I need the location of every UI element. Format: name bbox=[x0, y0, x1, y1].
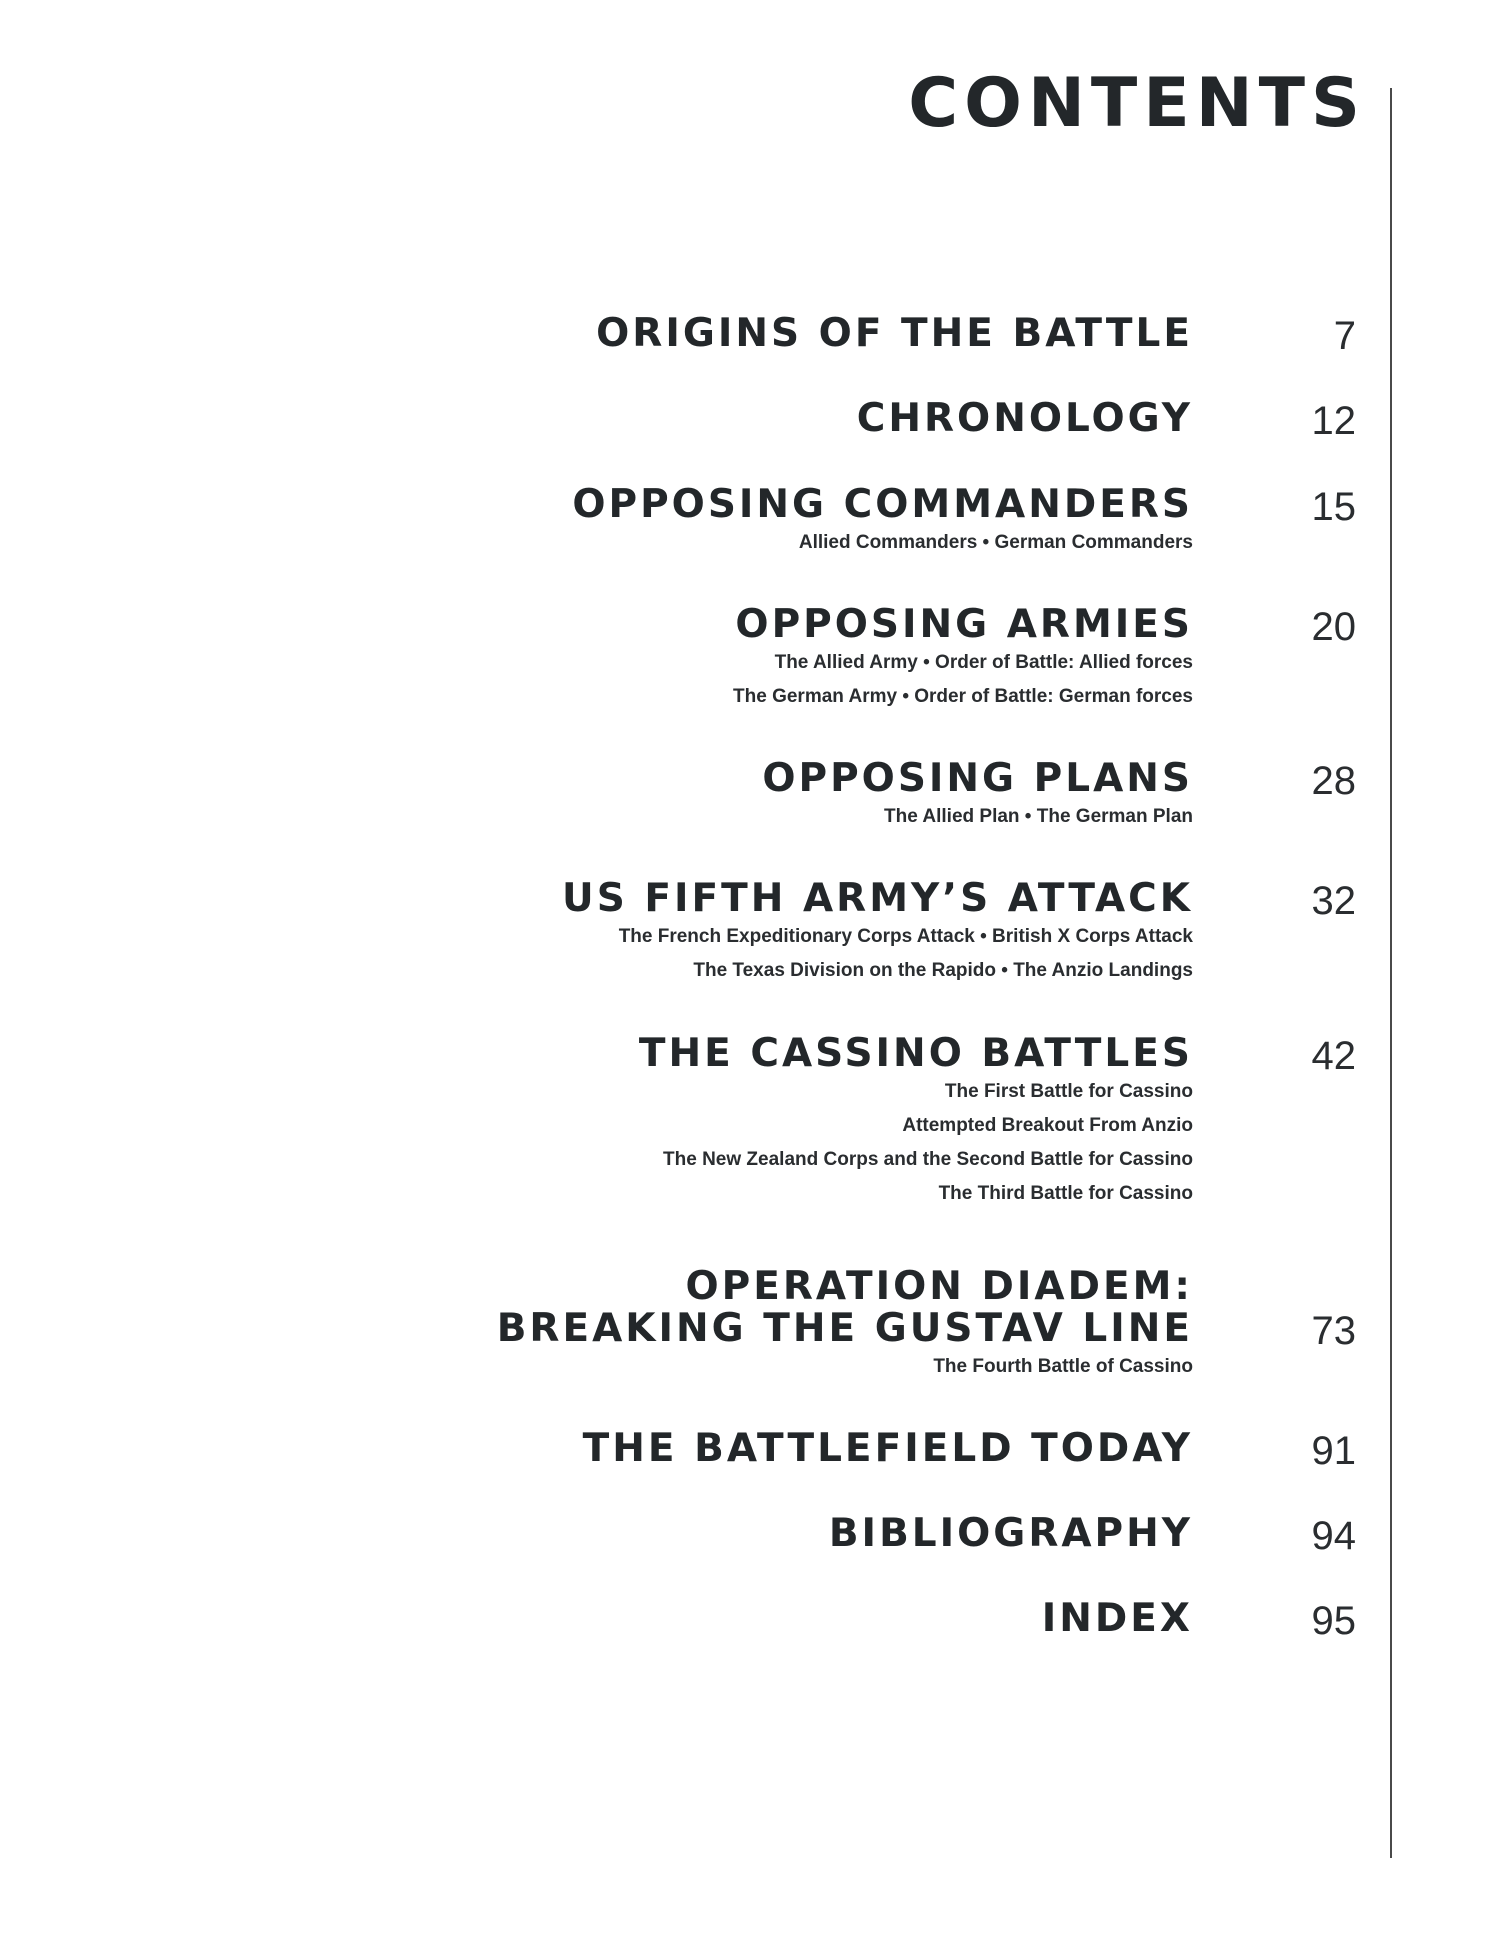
toc-page-number: 28 bbox=[1311, 759, 1356, 803]
toc-heading bbox=[639, 1033, 1193, 1075]
margin-rule bbox=[1390, 88, 1392, 1858]
toc-subentry: The New Zealand Corps and the Second Battle for Cassino bbox=[663, 1149, 1193, 1170]
toc-page-number: 7 bbox=[1333, 314, 1356, 358]
toc-heading bbox=[762, 758, 1193, 800]
toc-subentry: The German Army • Order of Battle: German forces bbox=[733, 686, 1193, 707]
toc-subentries bbox=[799, 526, 1193, 560]
toc-heading bbox=[1042, 1598, 1193, 1640]
toc-heading bbox=[735, 604, 1193, 646]
toc-heading-line: OPERATION DIADEM: bbox=[685, 1264, 1193, 1309]
toc-heading bbox=[857, 398, 1193, 440]
toc-page-number: 73 bbox=[1311, 1309, 1356, 1353]
toc-heading bbox=[583, 1428, 1193, 1470]
toc-page-number: 15 bbox=[1311, 485, 1356, 529]
toc-page-number: 94 bbox=[1311, 1514, 1356, 1558]
toc-page-number: 42 bbox=[1311, 1034, 1356, 1078]
toc-heading-line: CHRONOLOGY bbox=[856, 396, 1193, 441]
toc-heading-line: US FIFTH ARMY’S ATTACK bbox=[562, 876, 1193, 921]
toc-page-number: 91 bbox=[1311, 1429, 1356, 1473]
toc-heading-line: ORIGINS OF THE BATTLE bbox=[596, 311, 1193, 356]
toc-subentry: The French Expeditionary Corps Attack • British X Corps Attack bbox=[618, 926, 1193, 947]
toc-heading-line: THE CASSINO BATTLES bbox=[638, 1031, 1193, 1076]
toc-heading bbox=[572, 484, 1193, 526]
toc-heading bbox=[829, 1513, 1193, 1555]
toc-page-number: 20 bbox=[1311, 605, 1356, 649]
toc-subentry: The First Battle for Cassino bbox=[944, 1081, 1193, 1102]
toc-heading-line: OPPOSING ARMIES bbox=[735, 602, 1193, 647]
toc-subentry: The Allied Plan • The German Plan bbox=[884, 806, 1193, 827]
toc-heading-line: BREAKING THE GUSTAV LINE bbox=[496, 1306, 1193, 1351]
toc-subentry: The Allied Army • Order of Battle: Allied forces bbox=[774, 652, 1193, 673]
toc-subentries bbox=[663, 1075, 1193, 1211]
toc-heading-line: BIBLIOGRAPHY bbox=[828, 1511, 1193, 1556]
toc-subentry: Allied Commanders • German Commanders bbox=[798, 532, 1193, 553]
toc-heading-line: INDEX bbox=[1041, 1596, 1193, 1641]
toc-heading-line: THE BATTLEFIELD TODAY bbox=[582, 1426, 1193, 1471]
toc-page-number: 12 bbox=[1311, 399, 1356, 443]
toc-page-number: 32 bbox=[1311, 879, 1356, 923]
toc-subentries bbox=[733, 646, 1193, 714]
toc-subentry: Attempted Breakout From Anzio bbox=[902, 1115, 1193, 1136]
toc-heading bbox=[596, 313, 1193, 355]
toc-subentries bbox=[933, 1350, 1193, 1384]
toc-heading-line: OPPOSING COMMANDERS bbox=[572, 482, 1193, 527]
toc-heading bbox=[562, 878, 1193, 920]
toc-subentry: The Third Battle for Cassino bbox=[938, 1183, 1193, 1204]
toc-subentry: The Fourth Battle of Cassino bbox=[933, 1356, 1193, 1377]
toc-heading-line: OPPOSING PLANS bbox=[762, 756, 1193, 801]
toc-subentry: The Texas Division on the Rapido • The Anzio Landings bbox=[693, 960, 1193, 981]
toc-subentries bbox=[884, 800, 1193, 834]
page-title: CONTENTS bbox=[908, 64, 1366, 143]
toc-subentries bbox=[619, 920, 1193, 988]
toc-page-number: 95 bbox=[1311, 1599, 1356, 1643]
toc-heading bbox=[497, 1266, 1193, 1350]
